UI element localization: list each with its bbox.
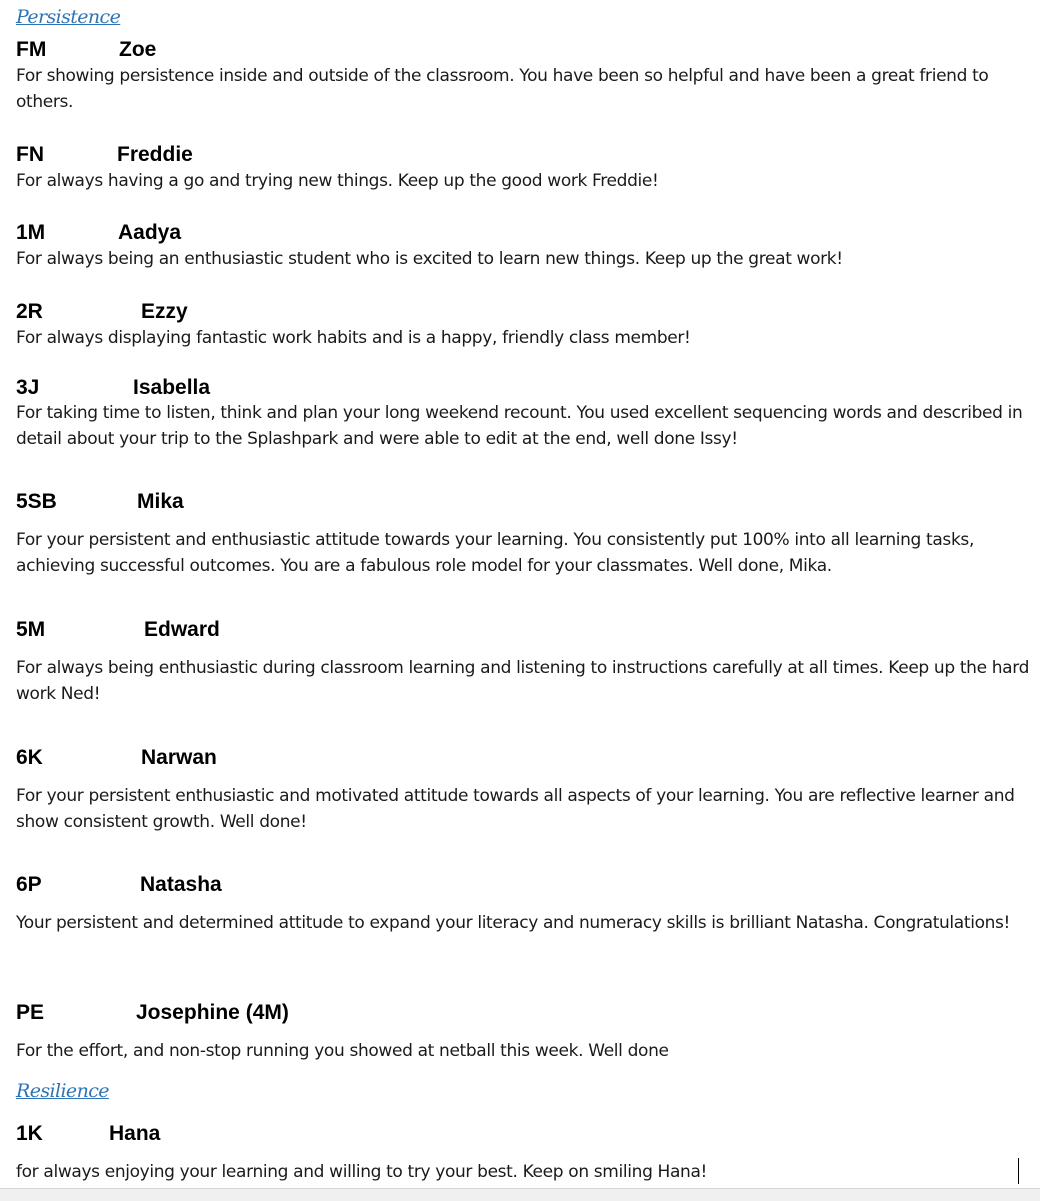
section-heading-resilience[interactable]: Resilience [16, 1080, 109, 1102]
award-text: For always being enthusiastic during classroom learning and listening to instructions carefully at all times. Keep up the hard work Ned! [16, 658, 1030, 704]
award-text[interactable]: for always enjoying your learning and willing to try your best. Keep on smiling Hana! [16, 1162, 708, 1182]
class-code: 3J [16, 376, 40, 399]
class-code: 2R [16, 300, 43, 323]
student-name: Josephine (4M) [136, 1001, 289, 1024]
award-text: For always being an enthusiastic student who is excited to learn new things. Keep up the great work! [16, 249, 843, 269]
class-code: 6K [16, 746, 43, 769]
student-name: Mika [137, 490, 184, 513]
award-entry [16, 300, 1036, 348]
award-entry [16, 1001, 1036, 1061]
student-name: Isabella [133, 376, 211, 399]
award-text: For your persistent and enthusiastic attitude towards your learning. You consistently put 100% into all learning tasks, achieving successful outcomes. You are a fabulous role model for your classmates. Well done, Mika. [16, 530, 974, 576]
award-entry [16, 376, 1036, 449]
class-code: 6P [16, 873, 42, 896]
class-code: 1M [16, 221, 46, 244]
award-text: For taking time to listen, think and plan your long weekend recount. You used excellent sequencing words and described in detail about your trip to the Splashpark and were able to edit at the end, well done Issy! [16, 403, 1023, 449]
award-entry [16, 221, 1036, 269]
award-text: Your persistent and determined attitude to expand your literacy and numeracy skills is brilliant Natasha. Congratulations! [16, 913, 1011, 933]
award-entry [16, 746, 1036, 832]
award-entry [16, 38, 1036, 112]
award-entry [16, 1122, 1036, 1182]
text-cursor [1018, 1158, 1019, 1184]
section-heading-persistence[interactable]: Persistence [16, 6, 121, 28]
award-text: For always displaying fantastic work habits and is a happy, friendly class member! [16, 328, 691, 348]
award-entry [16, 873, 1036, 933]
class-code: FN [16, 143, 44, 166]
student-name: Ezzy [141, 300, 188, 323]
class-code: FM [16, 38, 47, 61]
student-name: Zoe [119, 38, 157, 61]
award-text: For showing persistence inside and outside of the classroom. You have been so helpful and have been a great friend to others. [16, 66, 989, 112]
student-name: Edward [144, 618, 220, 641]
award-entry [16, 618, 1036, 704]
award-text: For always having a go and trying new things. Keep up the good work Freddie! [16, 171, 659, 191]
class-code: 5M [16, 618, 46, 641]
award-text: For the effort, and non-stop running you showed at netball this week. Well done [16, 1041, 669, 1061]
class-code: 1K [16, 1122, 43, 1145]
student-name: Narwan [141, 746, 217, 769]
class-code: PE [16, 1001, 45, 1024]
award-entry [16, 490, 1036, 576]
student-name: Freddie [117, 143, 193, 166]
award-text: For your persistent enthusiastic and motivated attitude towards all aspects of your learning. You are reflective learner and show consistent growth. Well done! [16, 786, 1015, 832]
class-code: 5SB [16, 490, 57, 513]
student-name: Natasha [140, 873, 222, 896]
student-name: Aadya [118, 221, 182, 244]
student-name: Hana [109, 1122, 161, 1145]
award-entry [16, 143, 1036, 191]
horizontal-scrollbar[interactable] [0, 1188, 1040, 1201]
